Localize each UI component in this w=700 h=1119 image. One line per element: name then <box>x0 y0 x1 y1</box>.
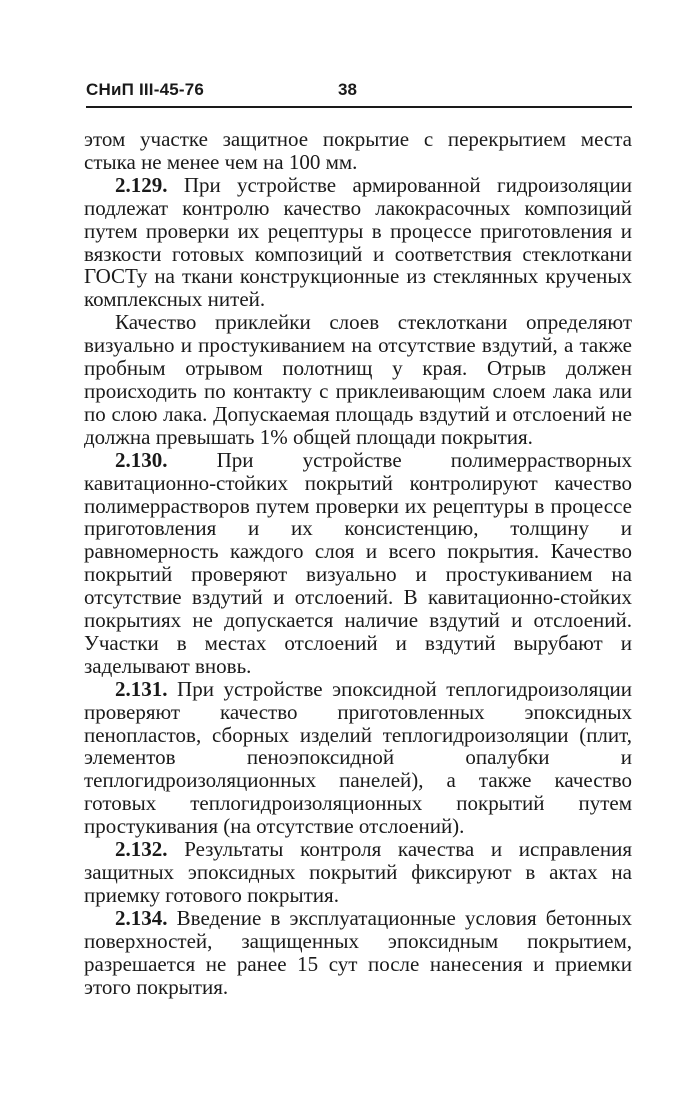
clause-number: 2.129. <box>115 172 168 197</box>
paragraph-2-131 <box>84 678 632 838</box>
clause-number: 2.130. <box>115 447 168 472</box>
clause-text: Введение в эксплуатационные условия бетонных поверхностей, защищенных эпоксидным покрытием, разрешается не ранее 15 сут после нанесения и приемки этого покрытия. <box>84 905 632 999</box>
page-number: 38 <box>338 80 357 99</box>
clause-text: При устройстве полимеррастворных кавитационно-стойких покрытий контролируют качество полимеррастворов путем проверки их рецептуры в процессе приготовления и их консистенцию, толщину и равномерность каждого слоя и всего покрытия. Качество покрытий проверяют визуально и простукиванием на отсутствие вздутий и отслоений. В кавитационно-стойких покрытиях не допускается наличие вздутий и отслоений. Участки в местах отслоений и вздутий вырубают и заделывают вновь. <box>84 447 632 678</box>
clause-number: 2.132. <box>115 837 168 862</box>
paragraph-2-132 <box>84 838 632 907</box>
paragraph-2-134 <box>84 907 632 999</box>
paragraph-2-129 <box>84 174 632 311</box>
clause-text: При устройстве армированной гидроизоляции подлежат контролю качество лакокрасочных композиций путем проверки их рецептуры в процессе приготовления и вязкости готовых композиций и соответствия стеклоткани ГОСТу на ткани конструкционные из стеклянных крученых комплексных нитей. <box>84 172 632 312</box>
page-header <box>86 78 632 108</box>
clause-text: При устройстве эпоксидной теплогидроизоляции проверяют качество приготовленных эпоксидных пенопластов, сборных изделий теплогидроизоляции (плит, элементов пеноэпоксидной опалубки и теплогидроизоляционных панелей), а также качество готовых теплогидроизоляционных покрытий путем простукивания (на отсутствие отслоений). <box>84 676 632 839</box>
clause-text: Результаты контроля качества и исправления защитных эпоксидных покрытий фиксируют в актах на приемку готового покрытия. <box>84 837 632 907</box>
page-body <box>84 128 632 998</box>
clause-number: 2.131. <box>115 676 168 701</box>
paragraph-adhesion-quality: Качество приклейки слоев стеклоткани определяют визуально и простукиванием на отсутствие вздутий, а также пробным отрывом полотнищ у края. Отрыв должен происходить по контакту с приклеивающим слоем лака или по слою лака. Допускаемая площадь вздутий и отслоений не должна превышать 1% общей площади покрытия. <box>84 310 632 449</box>
clause-number: 2.134. <box>115 905 168 930</box>
paragraph-2-130 <box>84 449 632 678</box>
document-code: СНиП III-45-76 <box>86 80 205 99</box>
header-rule <box>86 106 632 108</box>
paragraph-continuation: этом участке защитное покрытие с перекрытием места стыка не менее чем на 100 мм. <box>84 127 632 174</box>
